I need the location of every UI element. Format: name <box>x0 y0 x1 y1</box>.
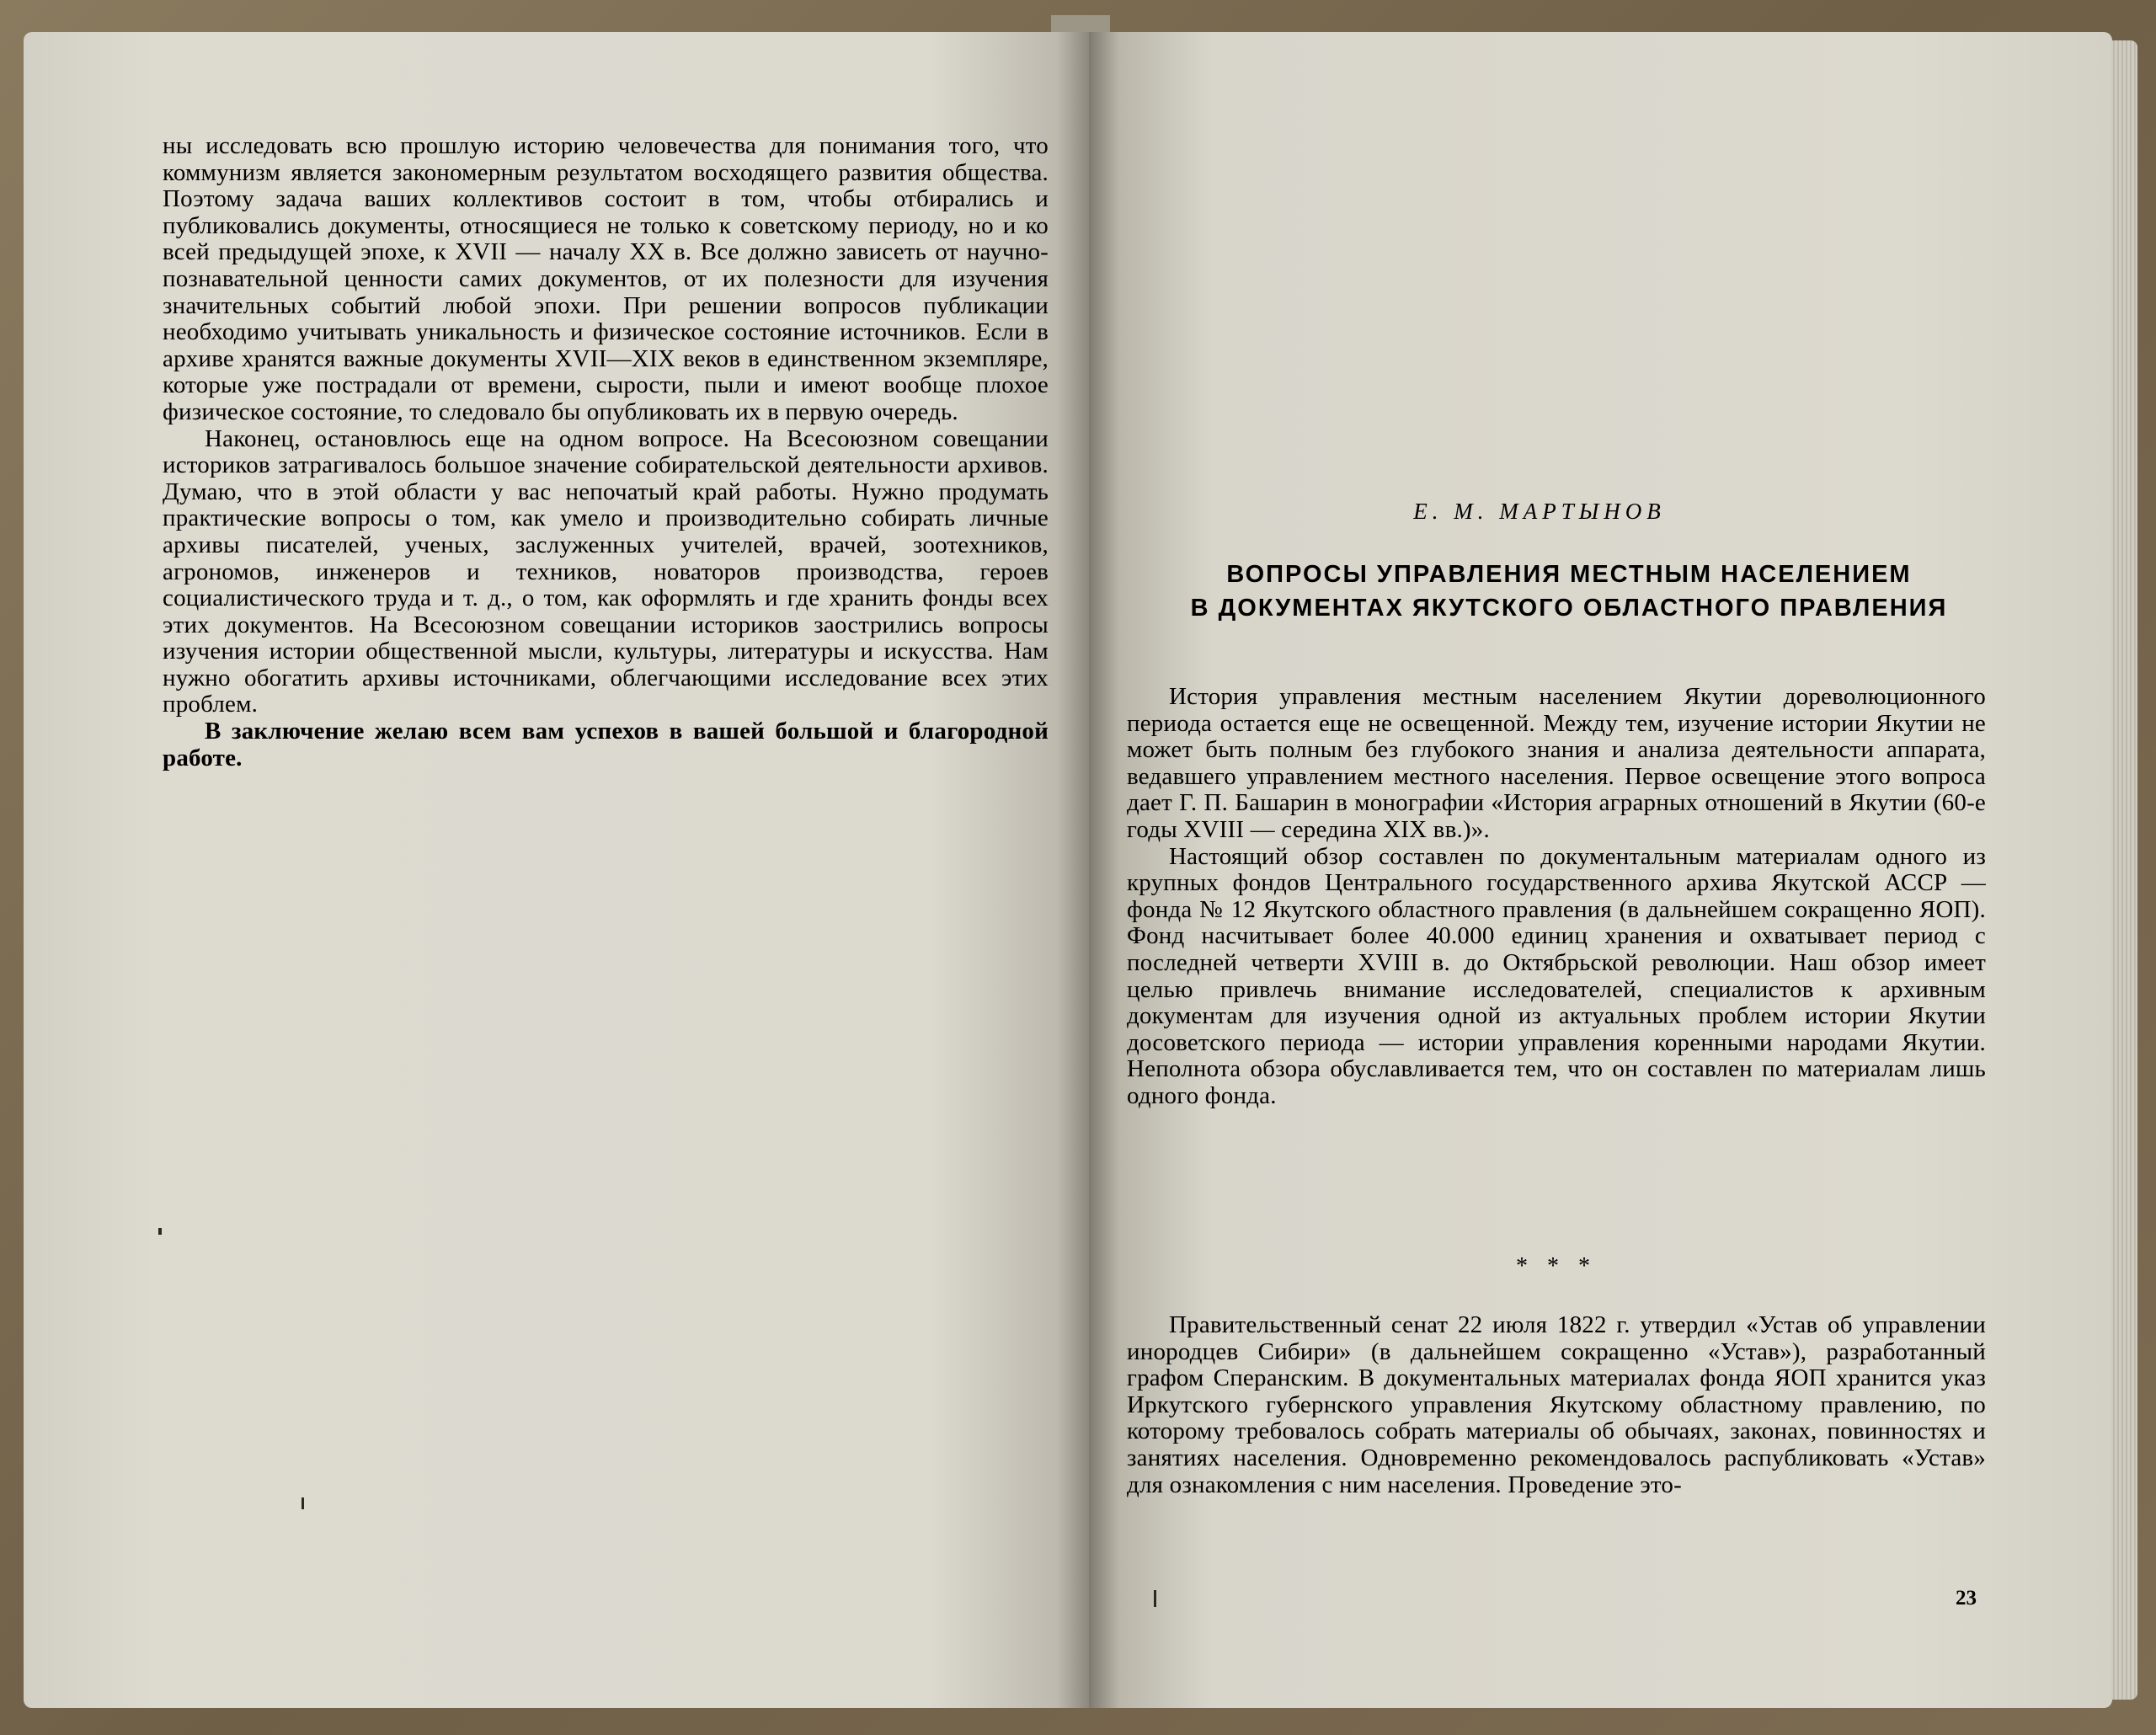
left-paragraph-3: В заключение желаю всем вам успехов в вашей большой и благородной работе. <box>163 718 1049 771</box>
section-break: * * * <box>1516 1253 1597 1279</box>
article-title <box>1123 558 2015 625</box>
left-paragraph-2: Наконец, остановлюсь еще на одном вопросе. На Всесоюзном совещании историков затрагивалось большое значение собирательской деятельности архивов. Думаю, что в этой области у вас непочатый край работы. Нужно продумать практические вопросы о том, как умело и производительно собирать личные архивы писателей, ученых, заслуженных учителей, врачей, зоотехников, агрономов, инженеров и техников, новаторов производства, героев социалистического труда и т. д., о том, как оформлять и где хранить фонды всех этих документов. На Всесоюзном совещании историков заострились вопросы изучения истории общественной мысли, культуры, литературы и искусства. Нам нужно обогатить архивы источниками, облегчающими исследование всех этих проблем. <box>163 424 1049 718</box>
right-intro-paragraph-1: История управления местным населением Якутии дореволюционного периода остается еще не освещенной. Между тем, изучение истории Якутии не может быть полным без глубокого знания и анализа деятельности аппарата, ведавшего управлением местного населения. Первое освещение этого вопроса дает Г. П. Башарин в монографии «История аграрных отношений в Якутии (60-е годы XVIII — середина XIX вв.)». <box>1127 683 1986 843</box>
right-intro-paragraph-2: Настоящий обзор составлен по документальным материалам одного из крупных фондов Центрального государственного архива Якутской АССР — фонда № 12 Якутского областного правления (в дальнейшем сокращенно ЯОП). Фонд насчитывает более 40.000 единиц хранения и охватывает период с последней четверти XVIII в. до Октябрьской революции. Наш обзор имеет целью привлечь внимание исследователей, специалистов к архивным документам для изучения одной из актуальных проблем истории Якутии досоветского периода — истории управления коренными народами Якутии. Неполнота обзора обуславливается тем, что он составлен по материалам лишь одного фонда. <box>1127 842 1986 1109</box>
print-mark <box>158 1228 162 1235</box>
left-page-text <box>163 133 1049 771</box>
right-page-intro <box>1127 684 1986 1110</box>
page-number: 23 <box>1956 1587 1977 1610</box>
right-page-section <box>1127 1312 1986 1498</box>
right-section-paragraph-1: Правительственный сенат 22 июля 1822 г. утвердил «Устав об управлении инородцев Сибири» (в дальнейшем сокращенно «Устав»), разработанный графом Сперанским. В документальных материалах фонда ЯОП хранится указ Иркутского губернского управления Якутскому областному правлению, по которому требовалось собрать материалы об обычаях, законах, повинностях и занятиях населения. Одновременно рекомендовалось распубликовать «Устав» для ознакомления с ним населения. Проведение это- <box>1127 1311 1986 1498</box>
print-mark <box>302 1497 304 1509</box>
page-edges <box>2111 40 2137 1700</box>
left-paragraph-1: ны исследовать всю прошлую историю человечества для понимания того, что коммунизм является закономерным результатом восходящего развития общества. Поэтому задача ваших коллективов состоит в том, чтобы отбирались и публиковались документы, относящиеся не только к советскому периоду, но и ко всей предыдущей эпохе, к XVII — началу XX в. Все должно зависеть от научно-познавательной ценности самих документов, от их полезности для изучения значительных событий любой эпохи. При решении вопросов публикации необходимо учитывать уникальность и физическое состояние источников. Если в архиве хранятся важные документы XVII—XIX веков в единственном экземпляре, которые уже пострадали от времени, сырости, пыли и имеют вообще плохое физическое состояние, то следовало бы опубликовать их в первую очередь. <box>163 132 1049 425</box>
article-author: Е. М. МАРТЫНОВ <box>1413 499 1666 524</box>
print-mark <box>1154 1590 1156 1607</box>
open-book <box>24 15 2137 1725</box>
article-title-line-2: В ДОКУМЕНТАХ ЯКУТСКОГО ОБЛАСТНОГО ПРАВЛЕНИЯ <box>1190 595 1948 622</box>
article-title-line-1: ВОПРОСЫ УПРАВЛЕНИЯ МЕСТНЫМ НАСЕЛЕНИЕМ <box>1226 561 1912 588</box>
